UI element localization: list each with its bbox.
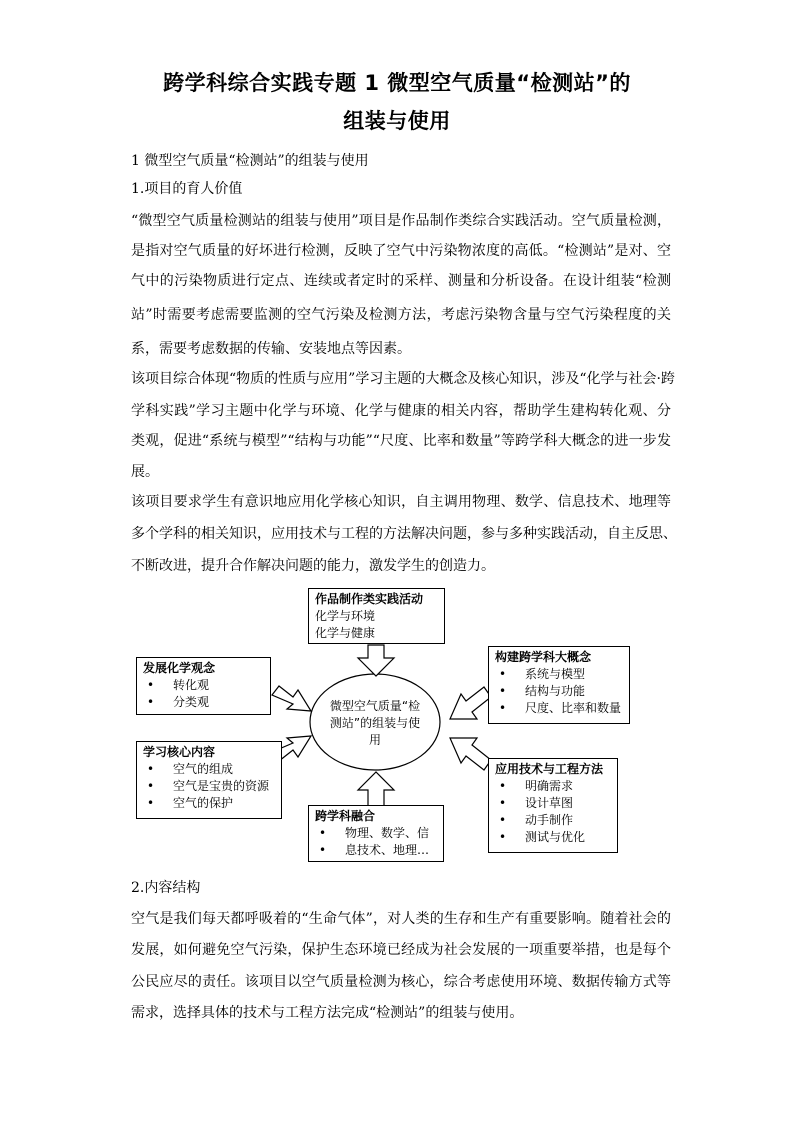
box-item: • 设计草图 [495,795,611,812]
box-title: 作品制作类实践活动 [315,592,424,606]
box-item: • 动手制作 [495,812,611,829]
arrow-top [358,645,394,676]
box-line: 化学与环境 [315,609,376,623]
box-item: • 尺度、比率和数量 [495,700,623,717]
box-practice-activity [308,588,445,644]
box-title: 跨学科融合 [315,809,376,823]
box-item: • 明确需求 [495,778,611,795]
paragraph-line: “微型空气质量检测站的组装与使用”项目是作品制作类综合实践活动。空气质量检测， [131,213,671,229]
arrow-right-bottom [450,738,491,770]
box-big-concepts [488,646,630,724]
paragraph-line: 发展，如何避免空气污染，保护生态环境已经成为社会发展的一项重要举措，也是每个 [131,942,671,958]
document-title-line2: 组装与使用 [343,109,451,133]
paragraph-line: 该项目要求学生有意识地应用化学核心知识，自主调用物理、数学、信息技术、地理等 [131,494,671,510]
box-interdisciplinary [308,805,444,862]
subsection-heading: 2.内容结构 [131,880,201,896]
paragraph-line: 公民应尽的责任。该项目以空气质量检测为核心，综合考虑使用环境、数据传输方式等 [131,974,671,990]
section-heading: 1 微型空气质量“检测站”的组装与使用 [131,153,369,169]
box-line: 化学与健康 [315,626,376,640]
box-item: • 息技术、地理… [315,842,437,859]
paragraph-line: 不断改进，提升合作解决问题的能力，激发学生的创造力。 [131,558,495,574]
paragraph-line: 多个学科的相关知识，应用技术与工程的方法解决问题，参与多种实践活动，自主反思、 [131,526,677,542]
arrow-left-top [272,686,311,711]
box-item: • 空气是宝贵的资源 [143,778,275,795]
arrow-right-top [450,687,491,719]
box-item: • 分类观 [143,694,264,711]
paragraph-line: 系，需要考虑数据的传输、安装地点等因素。 [131,341,411,357]
box-item: • 系统与模型 [495,666,623,683]
box-item: • 转化观 [143,677,264,694]
box-item: • 空气的组成 [143,761,275,778]
box-item: • 测试与优化 [495,829,611,846]
paragraph-line: 空气是我们每天都呼吸着的“生命气体”，对人类的生存和生产有重要影响。随着社会的 [131,911,671,927]
paragraph-line: 气中的污染物质进行定点、连续或者定时的采样、测量和分析设备。在设计组装“检测 [131,273,671,289]
box-item: • 空气的保护 [143,795,275,812]
center-label-line: 用 [368,733,381,747]
paragraph-line: 该项目综合体现“物质的性质与应用”学习主题的大概念及核心知识，涉及“化学与社会·跨 [131,371,675,387]
paragraph-line: 需求，选择具体的技术与工程方法完成“检测站”的组装与使用。 [131,1005,524,1021]
box-chemistry-concepts [136,657,271,715]
box-item: • 结构与功能 [495,683,623,700]
box-title: 应用技术与工程方法 [495,762,604,776]
center-label-line: 微型空气质量“检 [329,699,421,713]
box-title: 构建跨学科大概念 [495,650,592,664]
box-core-content [136,741,282,819]
paragraph-line: 是指对空气质量的好坏进行检测，反映了空气中污染物浓度的高低。“检测站”是对、空 [131,243,671,259]
center-label-line: 测站”的组装与使 [329,716,421,730]
subsection-heading: 1.项目的育人价值 [131,181,243,197]
paragraph-line: 类观，促进“系统与模型”“结构与功能”“尺度、比率和数量”等跨学科大概念的进一步发 [131,433,671,449]
content-structure-diagram [130,582,650,867]
paragraph-line: 学科实践”学习主题中化学与环境、化学与健康的相关内容，帮助学生建构转化观、分 [131,403,671,419]
box-title: 学习核心内容 [143,745,216,759]
box-item: • 物理、数学、信 [315,825,437,842]
document-title-line1: 跨学科综合实践专题 1 微型空气质量“检测站”的 [163,71,631,95]
paragraph-line: 展。 [131,464,159,480]
center-label [317,698,433,749]
box-title: 发展化学观念 [143,661,216,675]
paragraph-line: 站”时需要考虑需要监测的空气污染及检测方法，考虑污染物含量与空气污染程度的关 [131,307,671,323]
box-engineering-methods [488,758,618,853]
